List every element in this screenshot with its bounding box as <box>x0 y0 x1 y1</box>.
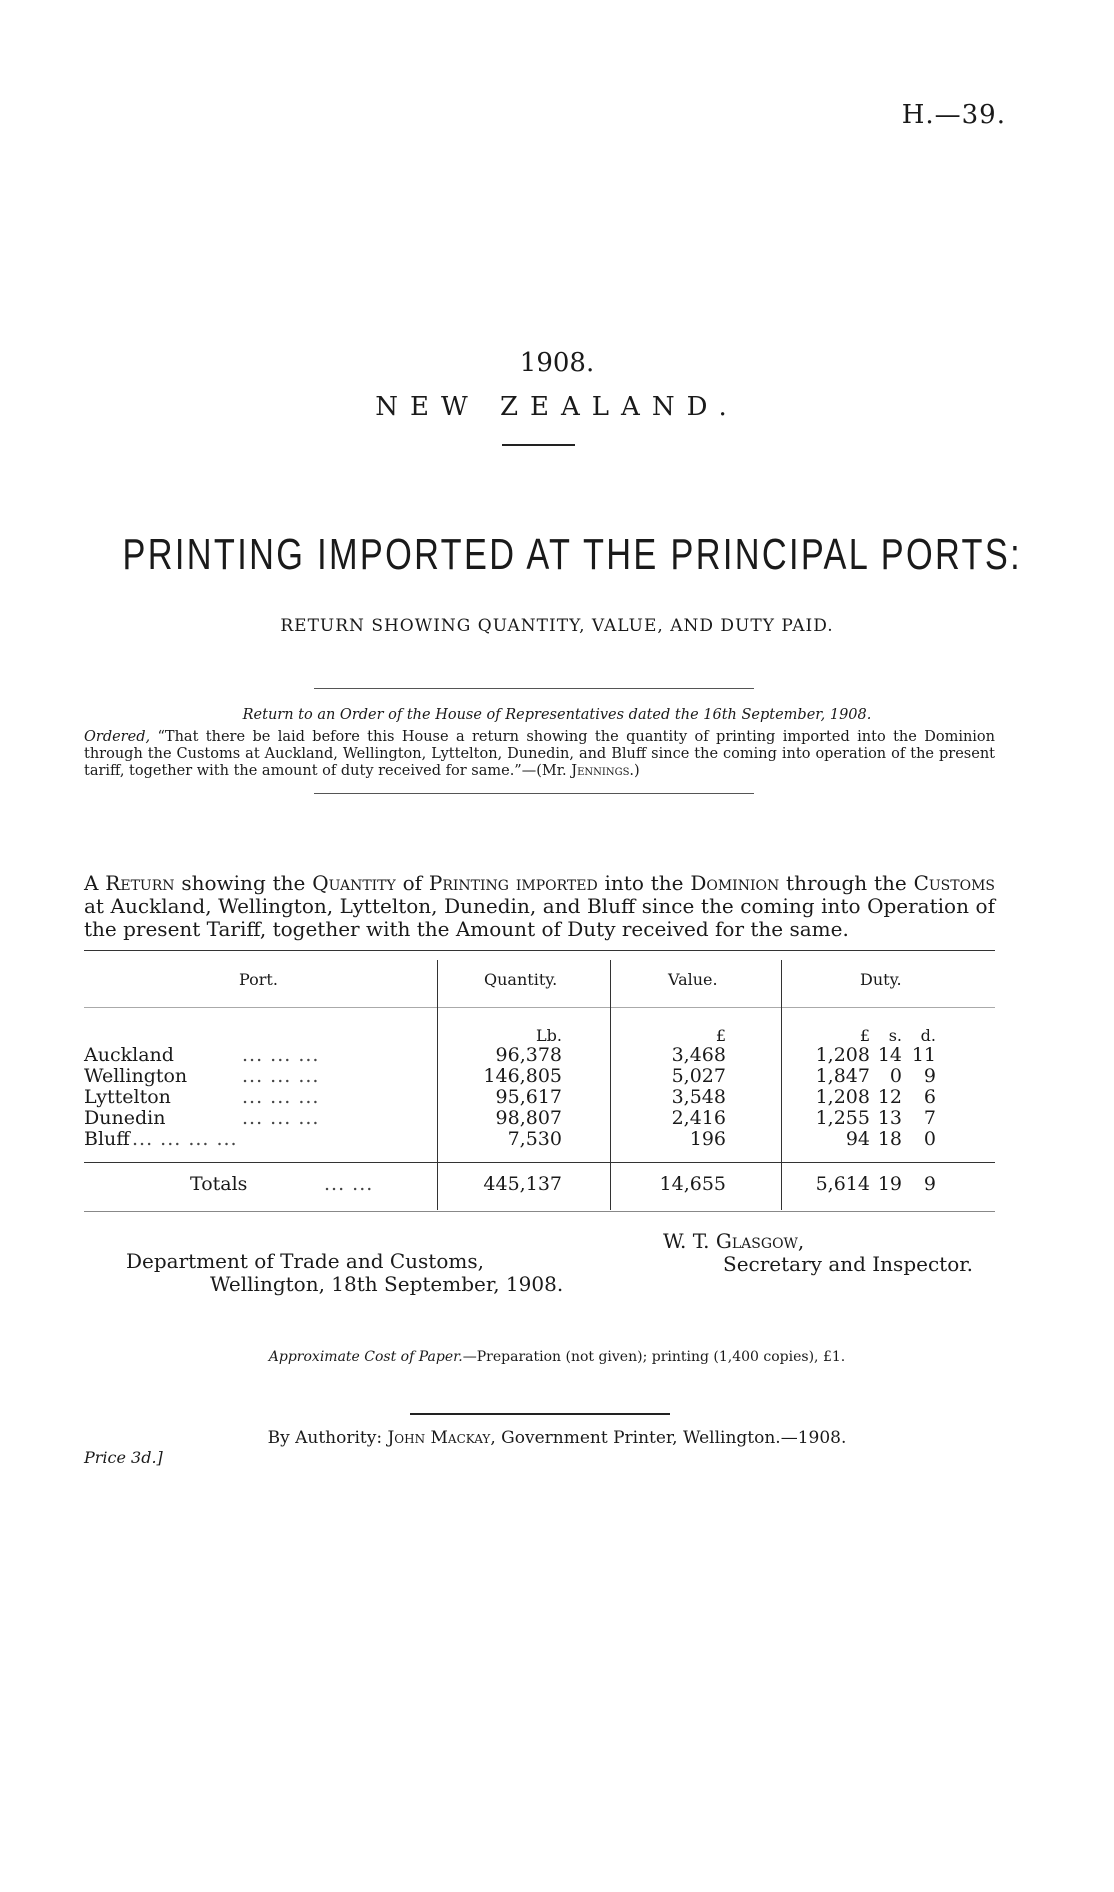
table-row-port: Dunedin <box>84 1107 166 1129</box>
table-rule <box>84 1211 995 1212</box>
totals-quantity: 445,137 <box>483 1173 562 1195</box>
row-quantity: 96,378 <box>495 1044 562 1066</box>
document-year: 1908. <box>519 348 595 378</box>
document-reference: H.—39. <box>901 100 1006 130</box>
column-header-value: Value. <box>668 970 718 989</box>
department-date: Wellington, 18th September, 1908. <box>210 1272 564 1296</box>
order-member: Jennings.) <box>571 763 640 779</box>
price-note: Price 3d.] <box>84 1448 163 1467</box>
column-header-quantity: Quantity. <box>484 970 558 989</box>
cost-text: —Preparation (not given); printing (1,400 copies), £1. <box>462 1349 846 1365</box>
row-duty-shillings: 14 <box>877 1044 902 1066</box>
row-duty-shillings: 0 <box>889 1065 902 1087</box>
signature-block <box>663 1230 973 1276</box>
row-duty-shillings: 13 <box>877 1107 902 1129</box>
leader-dots: ... ... ... <box>242 1107 320 1129</box>
row-duty-pence: 11 <box>911 1044 936 1066</box>
row-value: 3,468 <box>671 1044 726 1066</box>
printer-authority: By Authority: John Mackay, Government Printer, Wellington.—1908. <box>267 1428 847 1448</box>
unit-duty-pence: d. <box>920 1026 936 1045</box>
signatory-name: W. T. Glasgow, <box>663 1229 805 1253</box>
totals-label: Totals <box>190 1173 248 1195</box>
order-quote: “That there be laid before this House a return showing the quantity of printing imported into the Dominion through the Customs at Auckland, Wellington, Lyttelton, Dunedin, and Bluff since the coming into operation of the present tariff, together with the amount of duty received for same.”—(Mr. <box>84 729 996 779</box>
divider-rule <box>502 444 575 446</box>
row-duty-pounds: 1,208 <box>815 1044 870 1066</box>
table-row-port: Auckland <box>84 1044 174 1066</box>
unit-duty-pounds: £ <box>859 1026 870 1045</box>
row-duty-pence: 6 <box>923 1086 936 1108</box>
returns-table <box>84 950 995 1215</box>
column-divider <box>437 960 438 1210</box>
signatory-title: Secretary and Inspector. <box>723 1252 973 1276</box>
row-value: 3,548 <box>671 1086 726 1108</box>
divider-rule <box>410 1413 670 1415</box>
row-duty-pounds: 1,208 <box>815 1086 870 1108</box>
row-quantity: 98,807 <box>495 1107 562 1129</box>
row-duty-shillings: 12 <box>877 1086 902 1108</box>
row-duty-pounds: 94 <box>845 1128 870 1150</box>
order-heading: Return to an Order of the House of Representatives dated the 16th September, 1908. <box>242 707 872 723</box>
row-value: 196 <box>689 1128 726 1150</box>
row-duty-pounds: 1,255 <box>815 1107 870 1129</box>
row-duty-pence: 9 <box>923 1065 936 1087</box>
row-quantity: 7,530 <box>507 1128 562 1150</box>
totals-duty-shillings: 19 <box>877 1173 902 1195</box>
order-lead: Ordered, <box>84 729 151 745</box>
return-intro: A Return showing the Quantity of Printing imported into the Dominion through the Customs at Auckland, Wellington, Lyttelton, Dunedin, and Bluff since the coming into Operation of the present Tariff, together with the Amount of Duty received for the same. <box>84 871 996 941</box>
totals-duty-pence: 9 <box>923 1173 936 1195</box>
table-row-port: Lyttelton <box>84 1086 171 1108</box>
totals-value: 14,655 <box>659 1173 726 1195</box>
divider-rule <box>314 688 754 689</box>
table-rule <box>84 950 995 951</box>
table-rule <box>84 1162 995 1163</box>
row-duty-shillings: 18 <box>877 1128 902 1150</box>
table-row-port: Bluff <box>84 1128 130 1150</box>
row-duty-pence: 0 <box>923 1128 936 1150</box>
document-title: PRINTING IMPORTED AT THE PRINCIPAL PORTS: <box>122 530 1022 579</box>
leader-dots: ... ... ... <box>242 1044 320 1066</box>
column-header-duty: Duty. <box>860 970 902 989</box>
department-name: Department of Trade and Customs, <box>126 1249 484 1273</box>
order-text <box>84 729 995 780</box>
column-divider <box>781 960 782 1210</box>
column-header-port: Port. <box>239 970 278 989</box>
leader-dots: ... ... ... <box>242 1086 320 1108</box>
unit-pounds-weight: Lb. <box>536 1026 562 1045</box>
row-value: 2,416 <box>671 1107 726 1129</box>
row-value: 5,027 <box>671 1065 726 1087</box>
column-divider <box>610 960 611 1210</box>
row-duty-pounds: 1,847 <box>815 1065 870 1087</box>
table-rule <box>84 1007 995 1008</box>
totals-duty-pounds: 5,614 <box>815 1173 870 1195</box>
cost-note <box>0 1349 1114 1365</box>
leader-dots: ... ... ... <box>242 1065 320 1087</box>
document-subtitle: RETURN SHOWING QUANTITY, VALUE, AND DUTY PAID. <box>280 616 834 636</box>
unit-value: £ <box>715 1026 726 1045</box>
unit-duty-shillings: s. <box>888 1026 902 1045</box>
row-quantity: 146,805 <box>483 1065 562 1087</box>
table-row-port: Wellington <box>84 1065 188 1087</box>
department-block <box>126 1250 563 1296</box>
leader-dots: ... ... ... ... <box>132 1128 238 1150</box>
country-name: NEW ZEALAND. <box>375 392 739 422</box>
leader-dots: ... ... <box>324 1173 374 1195</box>
cost-label: Approximate Cost of Paper. <box>268 1349 463 1365</box>
divider-rule <box>314 793 754 794</box>
row-quantity: 95,617 <box>495 1086 562 1108</box>
row-duty-pence: 7 <box>923 1107 936 1129</box>
